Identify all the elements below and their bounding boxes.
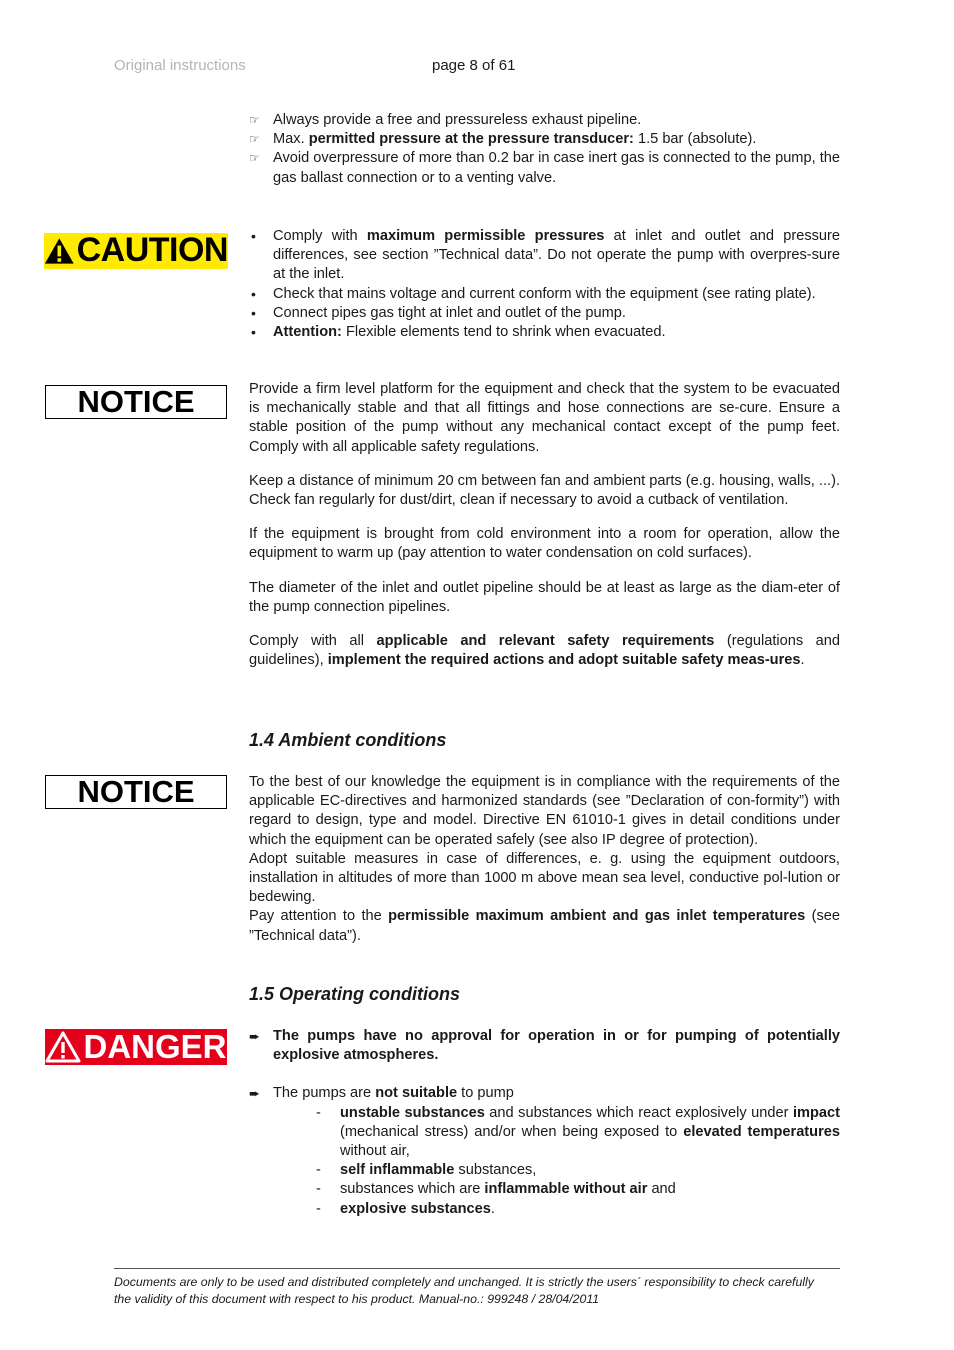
list-item: • Connect pipes gas tight at inlet and outlet of the pump. (249, 304, 840, 323)
arrow-right-icon: ➨ (249, 1086, 260, 1102)
paragraph: Comply with all applicable and relevant safety requirements (regulations and guidelines), implement the required actions and adopt suitable safety meas-ures. (249, 633, 840, 669)
arrow-right-icon: ➨ (249, 1029, 260, 1044)
top-instruction-list (249, 111, 840, 188)
footer-disclaimer: Documents are only to be used and distributed completely and unchanged. It is strictly the users´ responsibility to check carefully the validity of this document with respect to his product. Manual-no.: 999248 / 28/04/2011 (114, 1275, 814, 1306)
list-item: ☞ Always provide a free and pressureless exhaust pipeline. (249, 111, 840, 130)
paragraph: Provide a firm level platform for the equipment and check that the system to be evacuated is mechanically stable and that all fittings and hose connections are se-cure. Ensure a stable position of the pump without any mechanical contact except of the pump feet. Comply with all applicable safety regulations. (249, 381, 840, 455)
bullet-icon: • (251, 285, 256, 302)
paragraph: To the best of our knowledge the equipment is in compliance with the requirements of the applicable EC-directives and harmonized standards (see ”Declaration of con-formity”) with regard to design, type and model. Directive EN 61010-1 gives in detail conditions under which the equipment can be operated safely (see also IP degree of protection). (249, 774, 840, 848)
danger-list (249, 1027, 840, 1219)
section-heading-operating-conditions: 1.5 Operating conditions (249, 984, 461, 1004)
list-item: • Check that mains voltage and current conform with the equipment (see rating plate). (249, 285, 840, 304)
paragraph: Adopt suitable measures in case of differences, e. g. using the equipment outdoors, installation in altitudes of more than 1000 m above mean sea level, conductive pol-lution or bedewing. (249, 850, 840, 906)
paragraph: The diameter of the inlet and outlet pipeline should be at least as large as the diam-eter of the pump connection pipelines. (249, 579, 840, 615)
list-item: ➨ The pumps are not suitable to pump (249, 1084, 840, 1103)
danger-sign (45, 1029, 227, 1065)
warning-triangle-icon (44, 236, 75, 266)
notice-text-block (249, 380, 840, 670)
caution-sign (44, 233, 228, 269)
header-document-type: Original instructions (114, 57, 246, 74)
paragraph: Pay attention to the permissible maximum ambient and gas inlet temperatures (see ”Technical data”). (249, 908, 840, 944)
paragraph: Keep a distance of minimum 20 cm between fan and ambient parts (e.g. housing, walls, ...). Check fan regularly for dust/dirt, clean if necessary to avoid a cutback of ventilation. (249, 472, 840, 509)
pointing-hand-icon: ☞ (249, 132, 260, 147)
pointing-hand-icon: ☞ (249, 151, 260, 166)
danger-label: DANGER (83, 1028, 227, 1066)
list-item: ☞ Avoid overpressure of more than 0.2 bar in case inert gas is connected to the pump, the gas ballast connection or to a venting valve. (249, 150, 840, 186)
sub-list-item: - substances which are inflammable without air and (316, 1181, 676, 1198)
list-item: ➨ The pumps have no approval for operation in or for pumping of potentially explosive atmospheres. (249, 1028, 840, 1064)
caution-label: CAUTION (76, 231, 228, 270)
section-heading-ambient-conditions: 1.4 Ambient conditions (249, 730, 447, 750)
sub-list-item: - unstable substances and substances which react explosively under impact (mechanical stress) and/or when being exposed to elevated temperatures without air, (316, 1104, 840, 1160)
bullet-icon: • (251, 324, 256, 341)
caution-list (249, 227, 840, 342)
pointing-hand-icon: ☞ (249, 113, 260, 127)
header-page-number: page 8 of 61 (432, 57, 516, 74)
bullet-icon: • (251, 304, 256, 321)
list-item: • Attention: Flexible elements tend to shrink when evacuated. (249, 323, 840, 342)
notice-sign: NOTICE (45, 385, 227, 419)
list-item: • Comply with maximum permissible pressures at inlet and outlet and pressure differences, see section ”Technical data”. Do not operate the pump with overpres-sure at the inlet. (251, 228, 841, 283)
sub-list-item: - explosive substances. (316, 1200, 495, 1217)
footer-divider (114, 1268, 840, 1269)
notice-text-block (249, 773, 840, 946)
paragraph: If the equipment is brought from cold environment into a room for operation, allow the equipment to warm up (pay attention to water condensation on cold surfaces). (249, 526, 840, 562)
bullet-icon: • (251, 228, 256, 244)
notice-sign: NOTICE (45, 775, 227, 809)
list-item: ☞ Max. permitted pressure at the pressure transducer: 1.5 bar (absolute). (249, 130, 840, 149)
sub-list-item: - self inflammable substances, (316, 1162, 537, 1179)
warning-triangle-icon (45, 1031, 81, 1063)
